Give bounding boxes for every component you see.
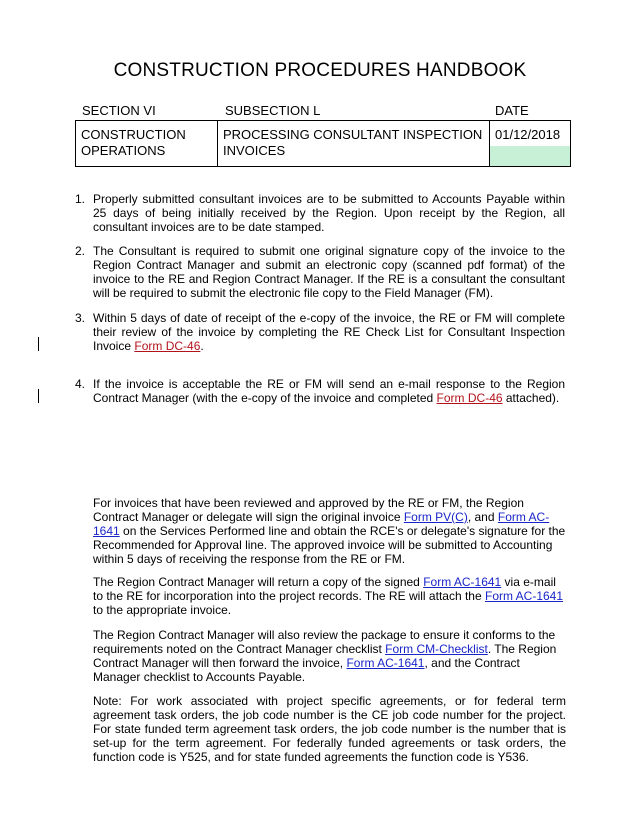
date-cell	[490, 121, 571, 167]
form-dc46-link[interactable]: Form DC-46	[134, 339, 201, 353]
paragraph-text: on the Services Performed line and obtain the RCE's or delegate's signature for the Recommended for Approval line. The approved invoice will be submitted to Accounting within 5 days of receiving the response from the RE or FM.	[93, 524, 566, 566]
paragraph-text: , and the Contract Manager checklist to Accounts Payable.	[93, 656, 520, 684]
list-item	[75, 244, 565, 300]
list-text	[93, 377, 565, 405]
list-text-part: .	[200, 339, 204, 353]
list-number: 1.	[75, 192, 86, 206]
list-item	[75, 192, 565, 234]
section-cell	[76, 121, 218, 167]
form-ac1641-link[interactable]: Form AC-1641	[346, 656, 425, 670]
change-bar	[38, 337, 39, 351]
subsection-value-line2: INVOICES	[223, 143, 286, 158]
form-ac1641-link[interactable]: Form AC-1641	[484, 589, 564, 603]
subsection-value-line1: PROCESSING CONSULTANT INSPECTION	[223, 127, 483, 142]
paragraph-review-package	[93, 628, 566, 684]
paragraph-text: , and	[467, 510, 498, 524]
paragraph-return-copy	[93, 575, 566, 617]
list-text	[93, 311, 565, 353]
paragraph-text: . The Region Contract Manager will then forward the invoice,	[93, 642, 557, 670]
change-bar	[38, 389, 39, 403]
form-dc46-link[interactable]: Form DC-46	[436, 391, 503, 405]
list-item	[75, 377, 565, 405]
section-value-line2: OPERATIONS	[81, 143, 166, 158]
page-title: CONSTRUCTION PROCEDURES HANDBOOK	[113, 60, 527, 81]
list-text-part: If the invoice is acceptable the RE or FM will send an e-mail response to the Region Contract Manager (with the e-copy of the invoice and completed	[93, 377, 565, 405]
paragraph-text: The Region Contract Manager will return a copy of the signed	[93, 575, 424, 589]
paragraph-text: For invoices that have been reviewed and approved by the RE or FM, the Region Contract Manager or delegate will sign the original invoice	[93, 496, 524, 524]
subsection-cell	[218, 121, 490, 167]
list-number: 2.	[75, 244, 86, 258]
date-value: 01/12/2018	[495, 127, 561, 142]
list-text: Properly submitted consultant invoices are to be submitted to Accounts Payable within 25 days of being initially received by the Region. Upon receipt by the Region, all consultant invoices are to be date stamped.	[93, 192, 565, 234]
list-text-part: Within 5 days of date of receipt of the e-copy of the invoice, the RE or FM will complete their review of the invoice by completing the RE Check List for Consultant Inspection Invoice	[93, 311, 565, 353]
form-pvc-link[interactable]: Form PV(C)	[403, 510, 468, 524]
paragraph-text: via e-mail to the RE for incorporation into the project records. The RE will attach the	[93, 575, 556, 603]
list-number: 4.	[75, 377, 86, 391]
form-cm-checklist-link[interactable]: Form CM-Checklist	[385, 642, 488, 656]
form-ac1641-link[interactable]: Form AC-1641	[93, 510, 550, 538]
subsection-label: SUBSECTION L	[225, 103, 321, 118]
list-item	[75, 311, 565, 353]
paragraph-approval	[93, 496, 566, 566]
form-ac1641-link[interactable]: Form AC-1641	[423, 575, 502, 589]
date-label: DATE	[495, 103, 529, 118]
paragraph-note: Note: For work associated with project specific agreements, or for federal term agreement task orders, the job code number is the CE job code number for the project. For state funded term agreement task orders, the job code number is the number that is set-up for the term agreement. For federally funded agreements or task orders, the function code is Y525, and for state funded agreements the function code is Y536.	[93, 694, 566, 764]
section-value-line1: CONSTRUCTION	[81, 127, 186, 142]
list-text-part: attached).	[502, 391, 560, 405]
paragraph-text: The Region Contract Manager will also review the package to ensure it conforms to the requirements noted on the Contract Manager checklist	[93, 628, 556, 656]
list-text: The Consultant is required to submit one original signature copy of the invoice to the Region Contract Manager and submit an electronic copy (scanned pdf format) of the invoice to the RE and Region Contract Manager. If the RE is a consultant the consultant will be required to submit the electronic file copy to the Field Manager (FM).	[93, 244, 565, 300]
paragraph-text: to the appropriate invoice.	[93, 603, 232, 617]
header-table	[75, 120, 571, 167]
date-highlight	[490, 146, 570, 166]
section-label: SECTION VI	[82, 103, 156, 118]
list-number: 3.	[75, 311, 86, 325]
